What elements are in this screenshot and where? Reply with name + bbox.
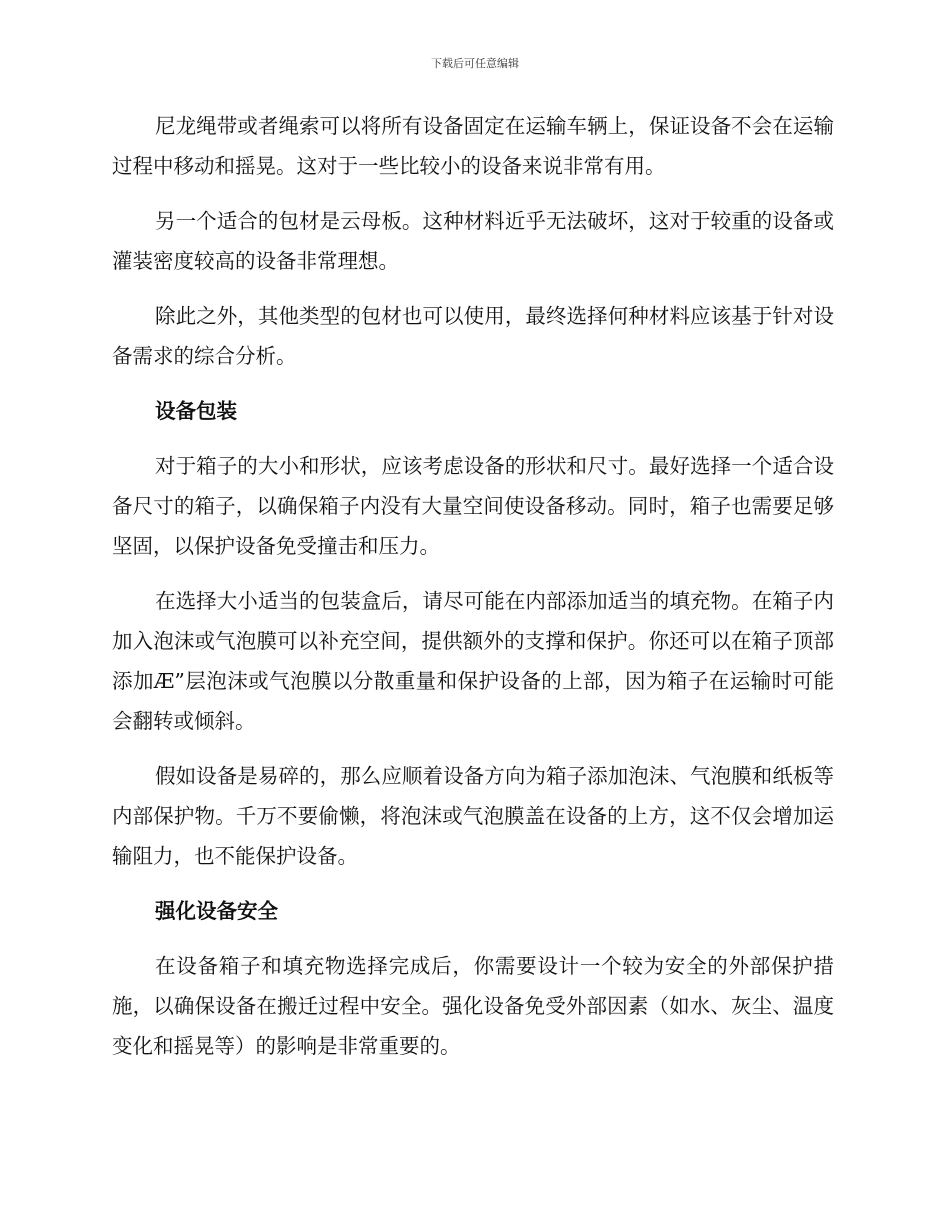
section-heading: 强化设备安全 [155,899,278,923]
section-heading: 设备包装 [155,399,237,423]
paragraph: 假如设备是易碎的，那么应顺着设备方向为箱子添加泡沫、气泡膜和纸板等内部保护物。千万不要偷懒，将泡沫或气泡膜盖在设备的上方，这不仅会增加运输阻力，也不能保护设备。 [112,764,834,868]
paragraph: 另一个适合的包材是云母板。这种材料近乎无法破坏，这对于较重的设备或灌装密度较高的设备非常理想。 [112,209,834,273]
paragraph: 在选择大小适当的包装盒后，请尽可能在内部添加适当的填充物。在箱子内加入泡沫或气泡膜可以补充空间，提供额外的支撑和保护。你还可以在箱子顶部添加Æ”层泡沫或气泡膜以分散重量和保护设备的上部，因为箱子在运输时可能会翻转或倾斜。 [112,589,834,733]
paragraph: 对于箱子的大小和形状，应该考虑设备的形状和尺寸。最好选择一个适合设备尺寸的箱子，以确保箱子内没有大量空间使设备移动。同时，箱子也需要足够坚固，以保护设备免受撞击和压力。 [112,454,834,558]
document-body [112,106,834,1081]
paragraph: 在设备箱子和填充物选择完成后，你需要设计一个较为安全的外部保护措施，以确保设备在搬迁过程中安全。强化设备免受外部因素（如水、灰尘、温度变化和摇晃等）的影响是非常重要的。 [112,954,834,1058]
paragraph: 除此之外，其他类型的包材也可以使用，最终选择何种材料应该基于针对设备需求的综合分析。 [112,304,834,368]
paragraph: 尼龙绳带或者绳索可以将所有设备固定在运输车辆上，保证设备不会在运输过程中移动和摇晃。这对于一些比较小的设备来说非常有用。 [112,114,834,178]
page-header: 下载后可任意编辑 [431,57,519,70]
